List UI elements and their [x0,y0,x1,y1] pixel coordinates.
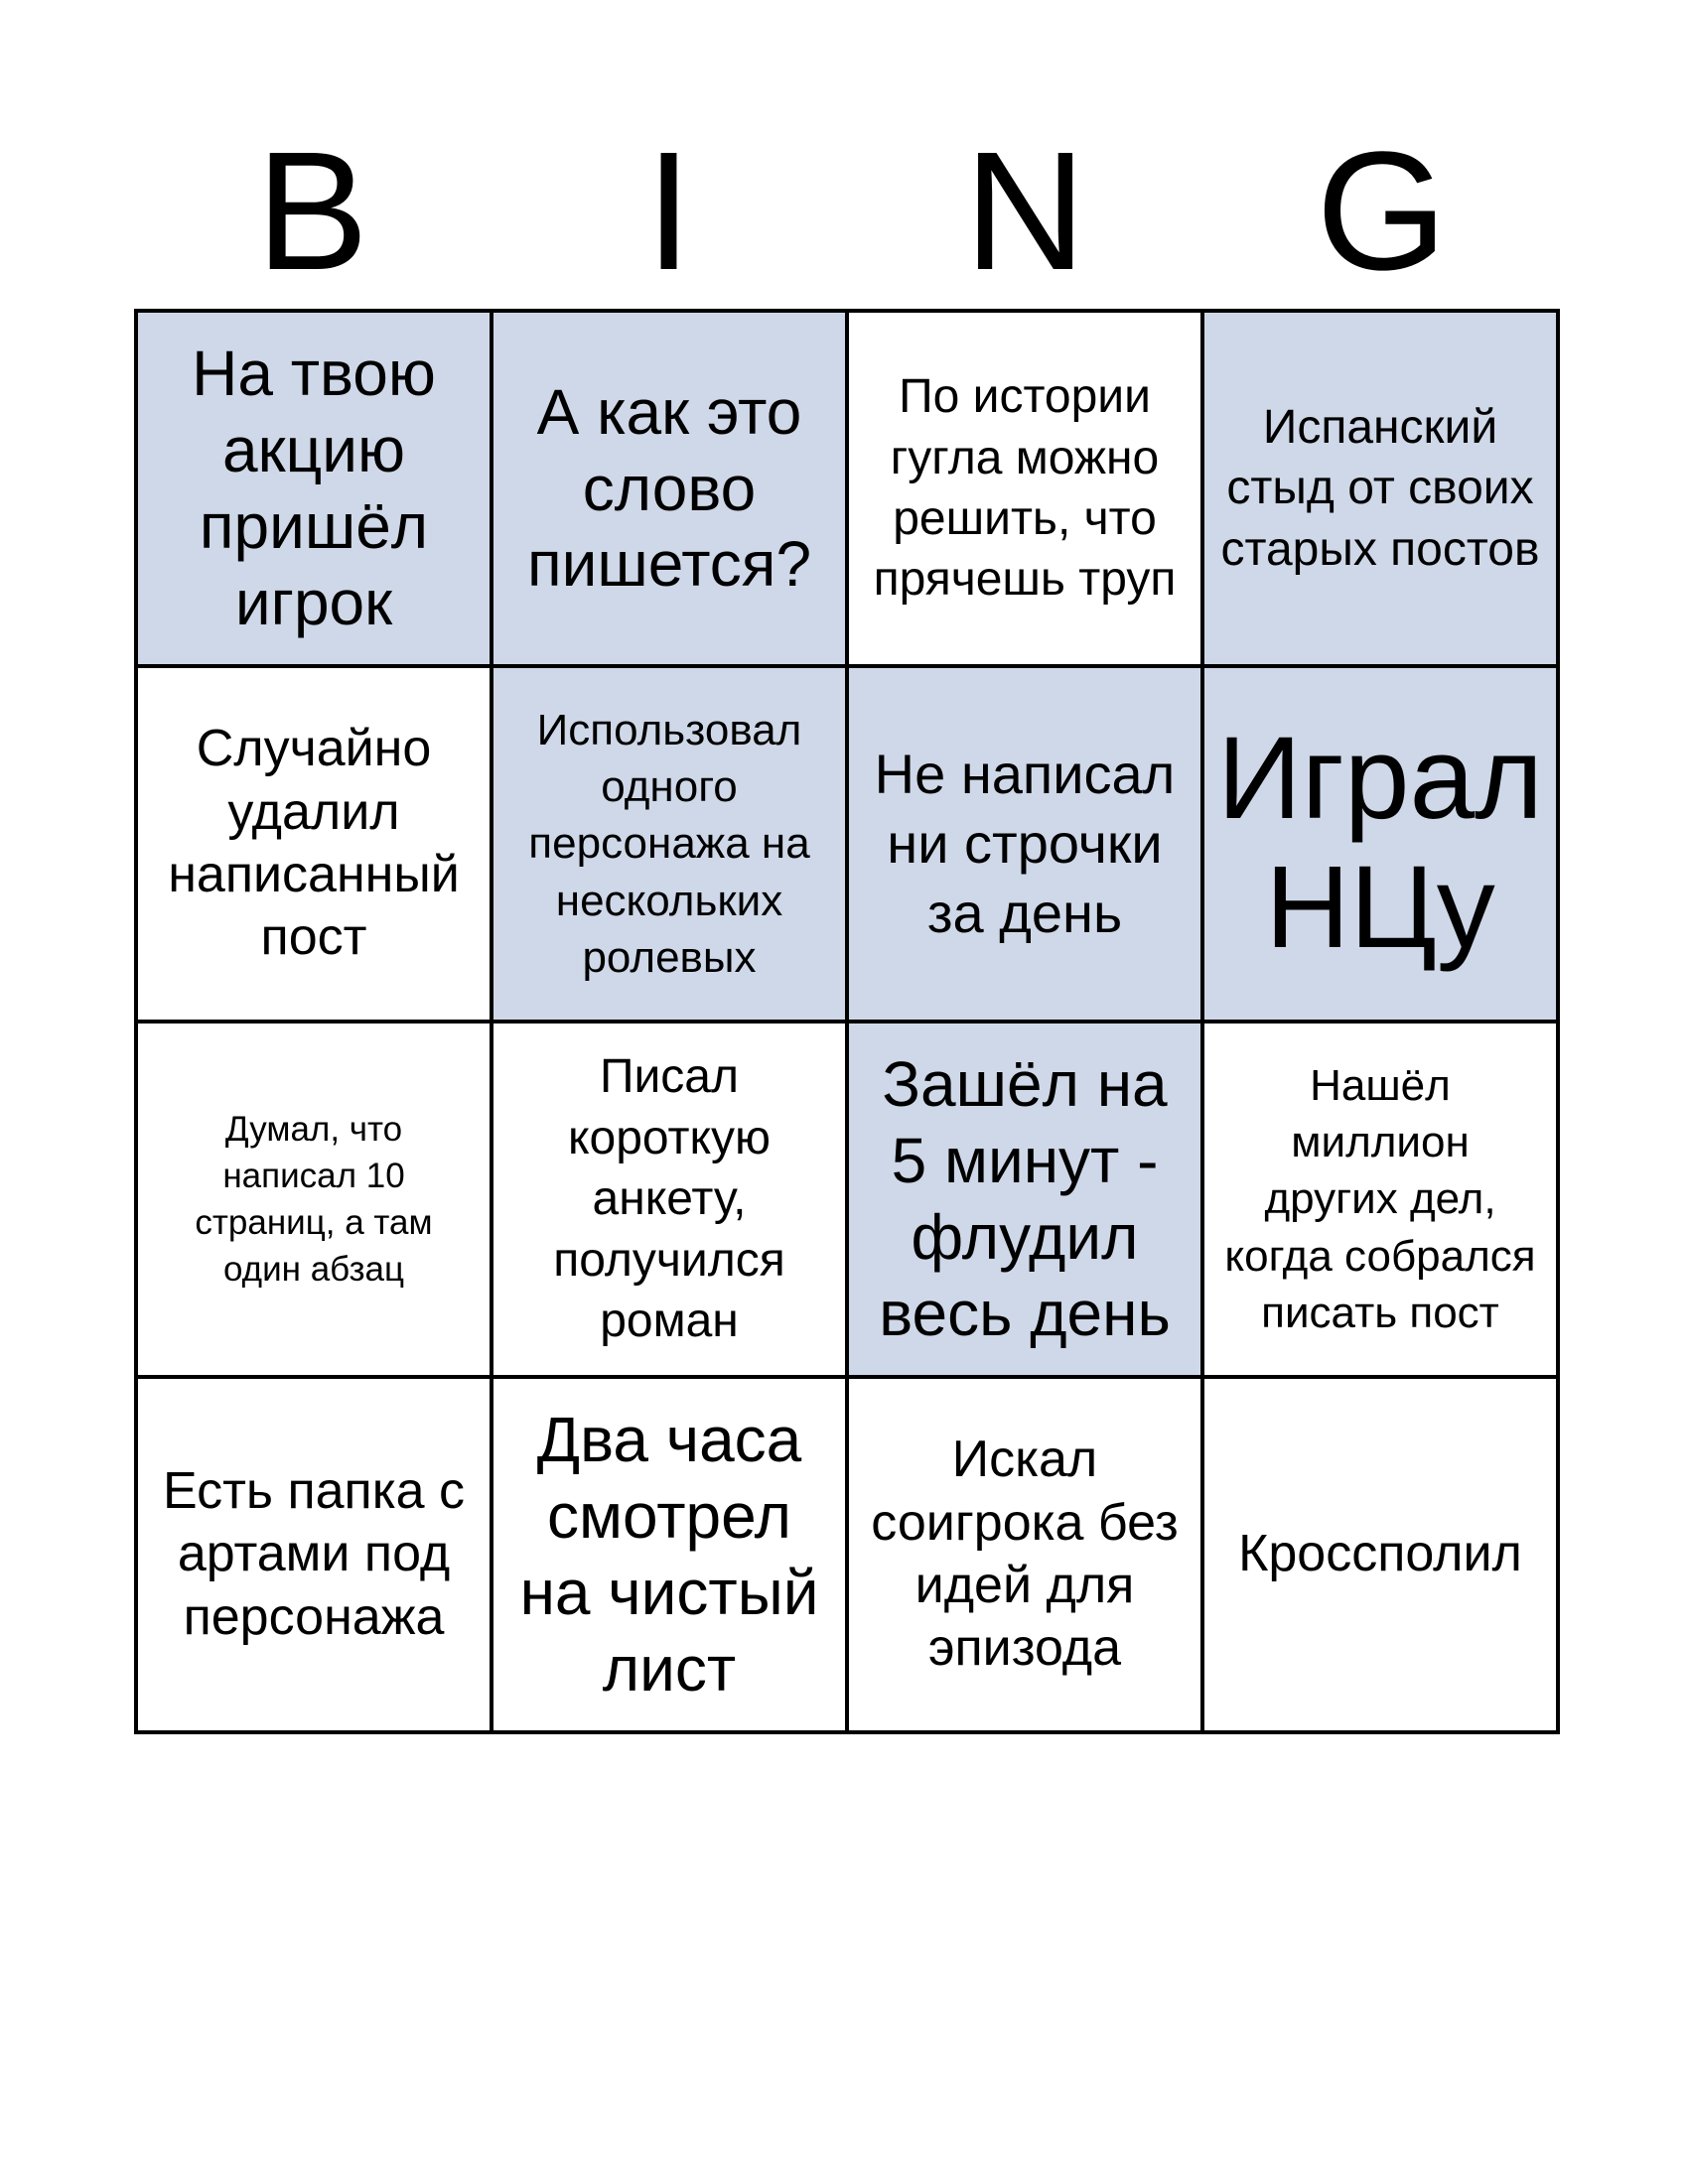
bingo-cell-text: Кроссполил [1238,1525,1522,1583]
bingo-cell-text: Не написал ни строчки за день [874,743,1176,944]
bingo-cell[interactable] [492,311,847,666]
bingo-cell-text: Использовал одного персонажа на нескольких ролевых [528,706,810,982]
title-letter-i: I [644,117,693,306]
bingo-title [134,117,1560,306]
bingo-cell-text: По истории гугла можно решить, что прячешь труп [873,370,1177,607]
bingo-cell-text: Зашёл на 5 минут - флудил весь день [879,1048,1171,1349]
bingo-cell[interactable] [136,311,492,666]
bingo-cell-text: Есть папка с артами под персонажа [163,1461,465,1646]
title-letter-b: B [255,117,369,306]
bingo-cell-text: Случайно удалил написанный пост [168,720,460,967]
bingo-cell-text: Нашёл миллион других дел, когда собрался писать пост [1224,1061,1536,1337]
bingo-cell[interactable] [847,666,1202,1022]
bingo-cell-text: Испанский стыд от своих старых постов [1220,400,1540,576]
bingo-cell[interactable] [492,666,847,1022]
bingo-grid [134,309,1560,1734]
bingo-cell[interactable] [847,1377,1202,1732]
bingo-cell-text: Играл НЦу [1217,713,1543,973]
bingo-cell[interactable] [847,311,1202,666]
bingo-cell-text: Искал соигрока без идей для эпизода [871,1431,1179,1678]
bingo-cell-text: На твою акцию пришёл игрок [192,338,436,638]
bingo-cell-text: Писал короткую анкету, получился роман [553,1050,785,1348]
bingo-cell[interactable] [136,666,492,1022]
bingo-cell[interactable] [492,1022,847,1377]
bingo-cell-text: А как это слово пишется? [526,375,812,601]
bingo-cell[interactable] [1202,311,1558,666]
bingo-cell[interactable] [1202,666,1558,1022]
bingo-cell[interactable] [1202,1022,1558,1377]
bingo-cell-text: Думал, что написал 10 страниц, а там один абзац [195,1109,433,1290]
bingo-cell[interactable] [136,1022,492,1377]
title-letter-n: N [964,117,1086,306]
bingo-cell[interactable] [847,1022,1202,1377]
title-letter-g: G [1316,117,1448,306]
bingo-cell-text: Два часа смотрел на чистый лист [519,1404,819,1705]
bingo-cell[interactable] [492,1377,847,1732]
bingo-cell[interactable] [136,1377,492,1732]
bingo-cell[interactable] [1202,1377,1558,1732]
